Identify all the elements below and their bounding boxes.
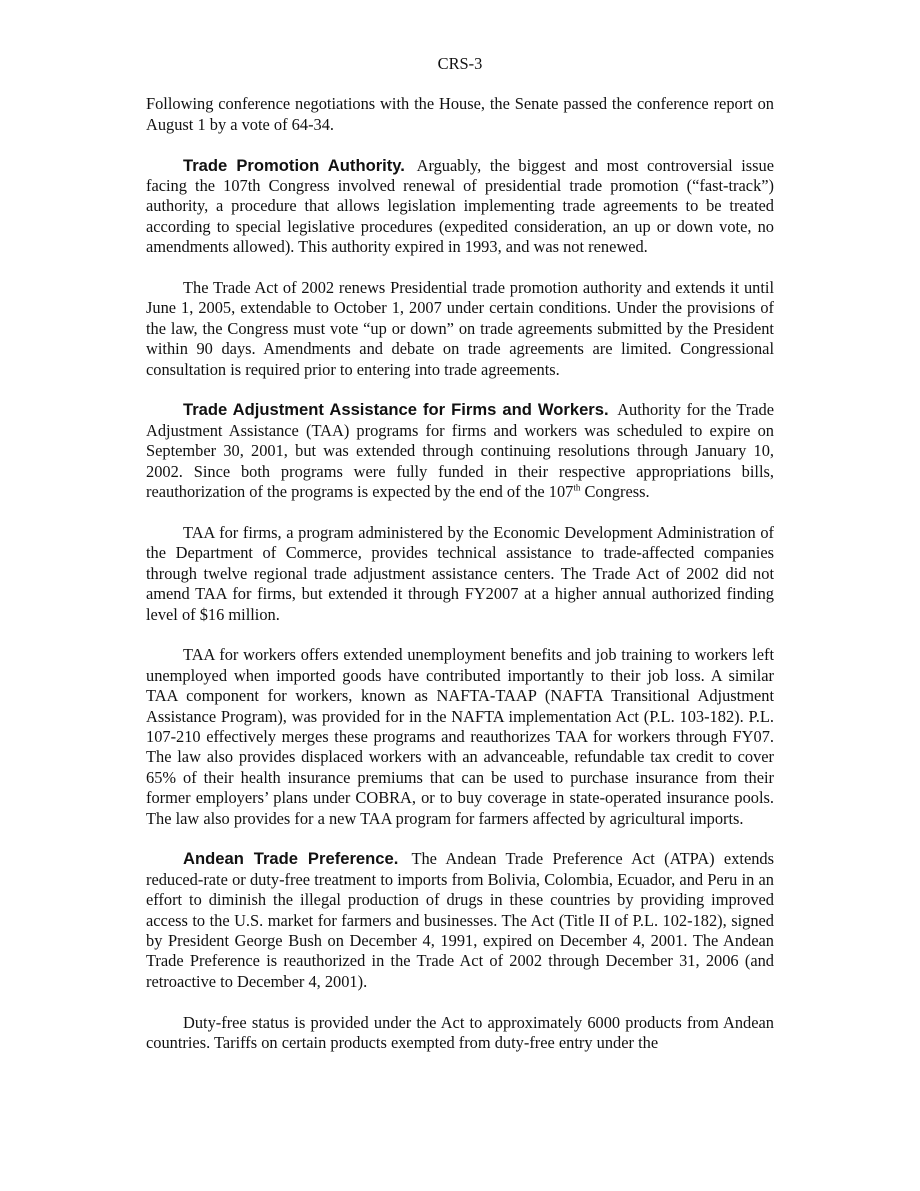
paragraph-text-tail: Congress.: [580, 482, 650, 502]
paragraph-text: The Andean Trade Preference Act (ATPA) extends reduced-rate or duty-free treatment to imports from Bolivia, Colombia, Ecuador, and Peru in an effort to diminish the illegal production of drugs in these countries by providing improved access to the U.S. market for farmers and businesses. The Act (Title II of P.L. 102-182), signed by President George Bush on December 4, 1991, expired on December 4, 2001. The Andean Trade Preference is reauthorized in the Trade Act of 2002 through December 31, 2006 (and retroactive to December 4, 2001).: [146, 849, 774, 991]
paragraph-text: Authority for the Trade Adjustment Assistance (TAA) programs for firms and workers was scheduled to expire on September 30, 2001, but was extended through continuing resolutions through January 10, 2002. Since both programs were fully funded in their respective appropriations bills, reauthorization of the programs is expected by the end of the 107: [146, 400, 774, 502]
paragraph-trade-adjustment-assistance: [146, 400, 774, 502]
paragraph-taa-firms: [146, 523, 774, 625]
document-page: [146, 54, 774, 1074]
paragraph-duty-free-status: [146, 1013, 774, 1054]
paragraph-text: Duty-free status is provided under the Act to approximately 6000 products from Andean countries. Tariffs on certain products exempted from duty-free entry under the: [146, 1012, 774, 1052]
paragraph-andean-trade-preference: [146, 849, 774, 992]
paragraph-text: TAA for workers offers extended unemployment benefits and job training to workers left unemployed when imported goods have contributed importantly to their job loss. A similar TAA component for workers, known as NAFTA-TAAP (NAFTA Transitional Adjustment Assistance Program), was provided for in the NAFTA implementation Act (P.L. 103-182). P.L. 107-210 effectively merges these programs and reauthorizes TAA for workers through FY07. The law also provides displaced workers with an advanceable, refundable tax credit to cover 65% of their health insurance premiums that can be used to purchase insurance from their former employers’ plans under COBRA, or to buy coverage in state-operated insurance pools. The law also provides for a new TAA program for farmers affected by agricultural imports.: [146, 645, 774, 828]
section-heading: Andean Trade Preference.: [183, 849, 399, 869]
paragraph-text: Arguably, the biggest and most controversial issue facing the 107th Congress involved renewal of presidential trade promotion (“fast-track”) authority, a procedure that allows legislation implementing trade agreements to be treated according to special legislative procedures (expedited consideration, an up or down vote, no amendments allowed). This authority expired in 1993, and was not renewed.: [146, 155, 774, 257]
superscript: th: [573, 482, 581, 493]
section-heading: Trade Adjustment Assistance for Firms and Workers.: [183, 400, 609, 420]
paragraph-text: The Trade Act of 2002 renews Presidential trade promotion authority and extends it until June 1, 2005, extendable to October 1, 2007 under certain conditions. Under the provisions of the law, the Congress must vote “up or down” on trade agreements submitted by the President within 90 days. Amendments and debate on trade agreements are limited. Congressional consultation is required prior to entering into trade agreements.: [146, 278, 774, 379]
paragraph-text: Following conference negotiations with the House, the Senate passed the conference report on August 1 by a vote of 64-34.: [146, 94, 774, 134]
paragraph-trade-promotion-authority: [146, 156, 774, 258]
page-number: CRS-3: [437, 54, 483, 73]
paragraph-taa-workers: [146, 645, 774, 829]
paragraph-senate-vote: [146, 94, 774, 135]
section-heading: Trade Promotion Authority.: [183, 155, 405, 175]
paragraph-trade-act-renewal: [146, 278, 774, 380]
paragraph-text: TAA for firms, a program administered by the Economic Development Administration of the Department of Commerce, provides technical assistance to trade-affected companies through twelve regional trade adjustment assistance centers. The Trade Act of 2002 did not amend TAA for firms, but extended it through FY2007 at a higher annual authorized finding level of $16 million.: [146, 522, 774, 624]
